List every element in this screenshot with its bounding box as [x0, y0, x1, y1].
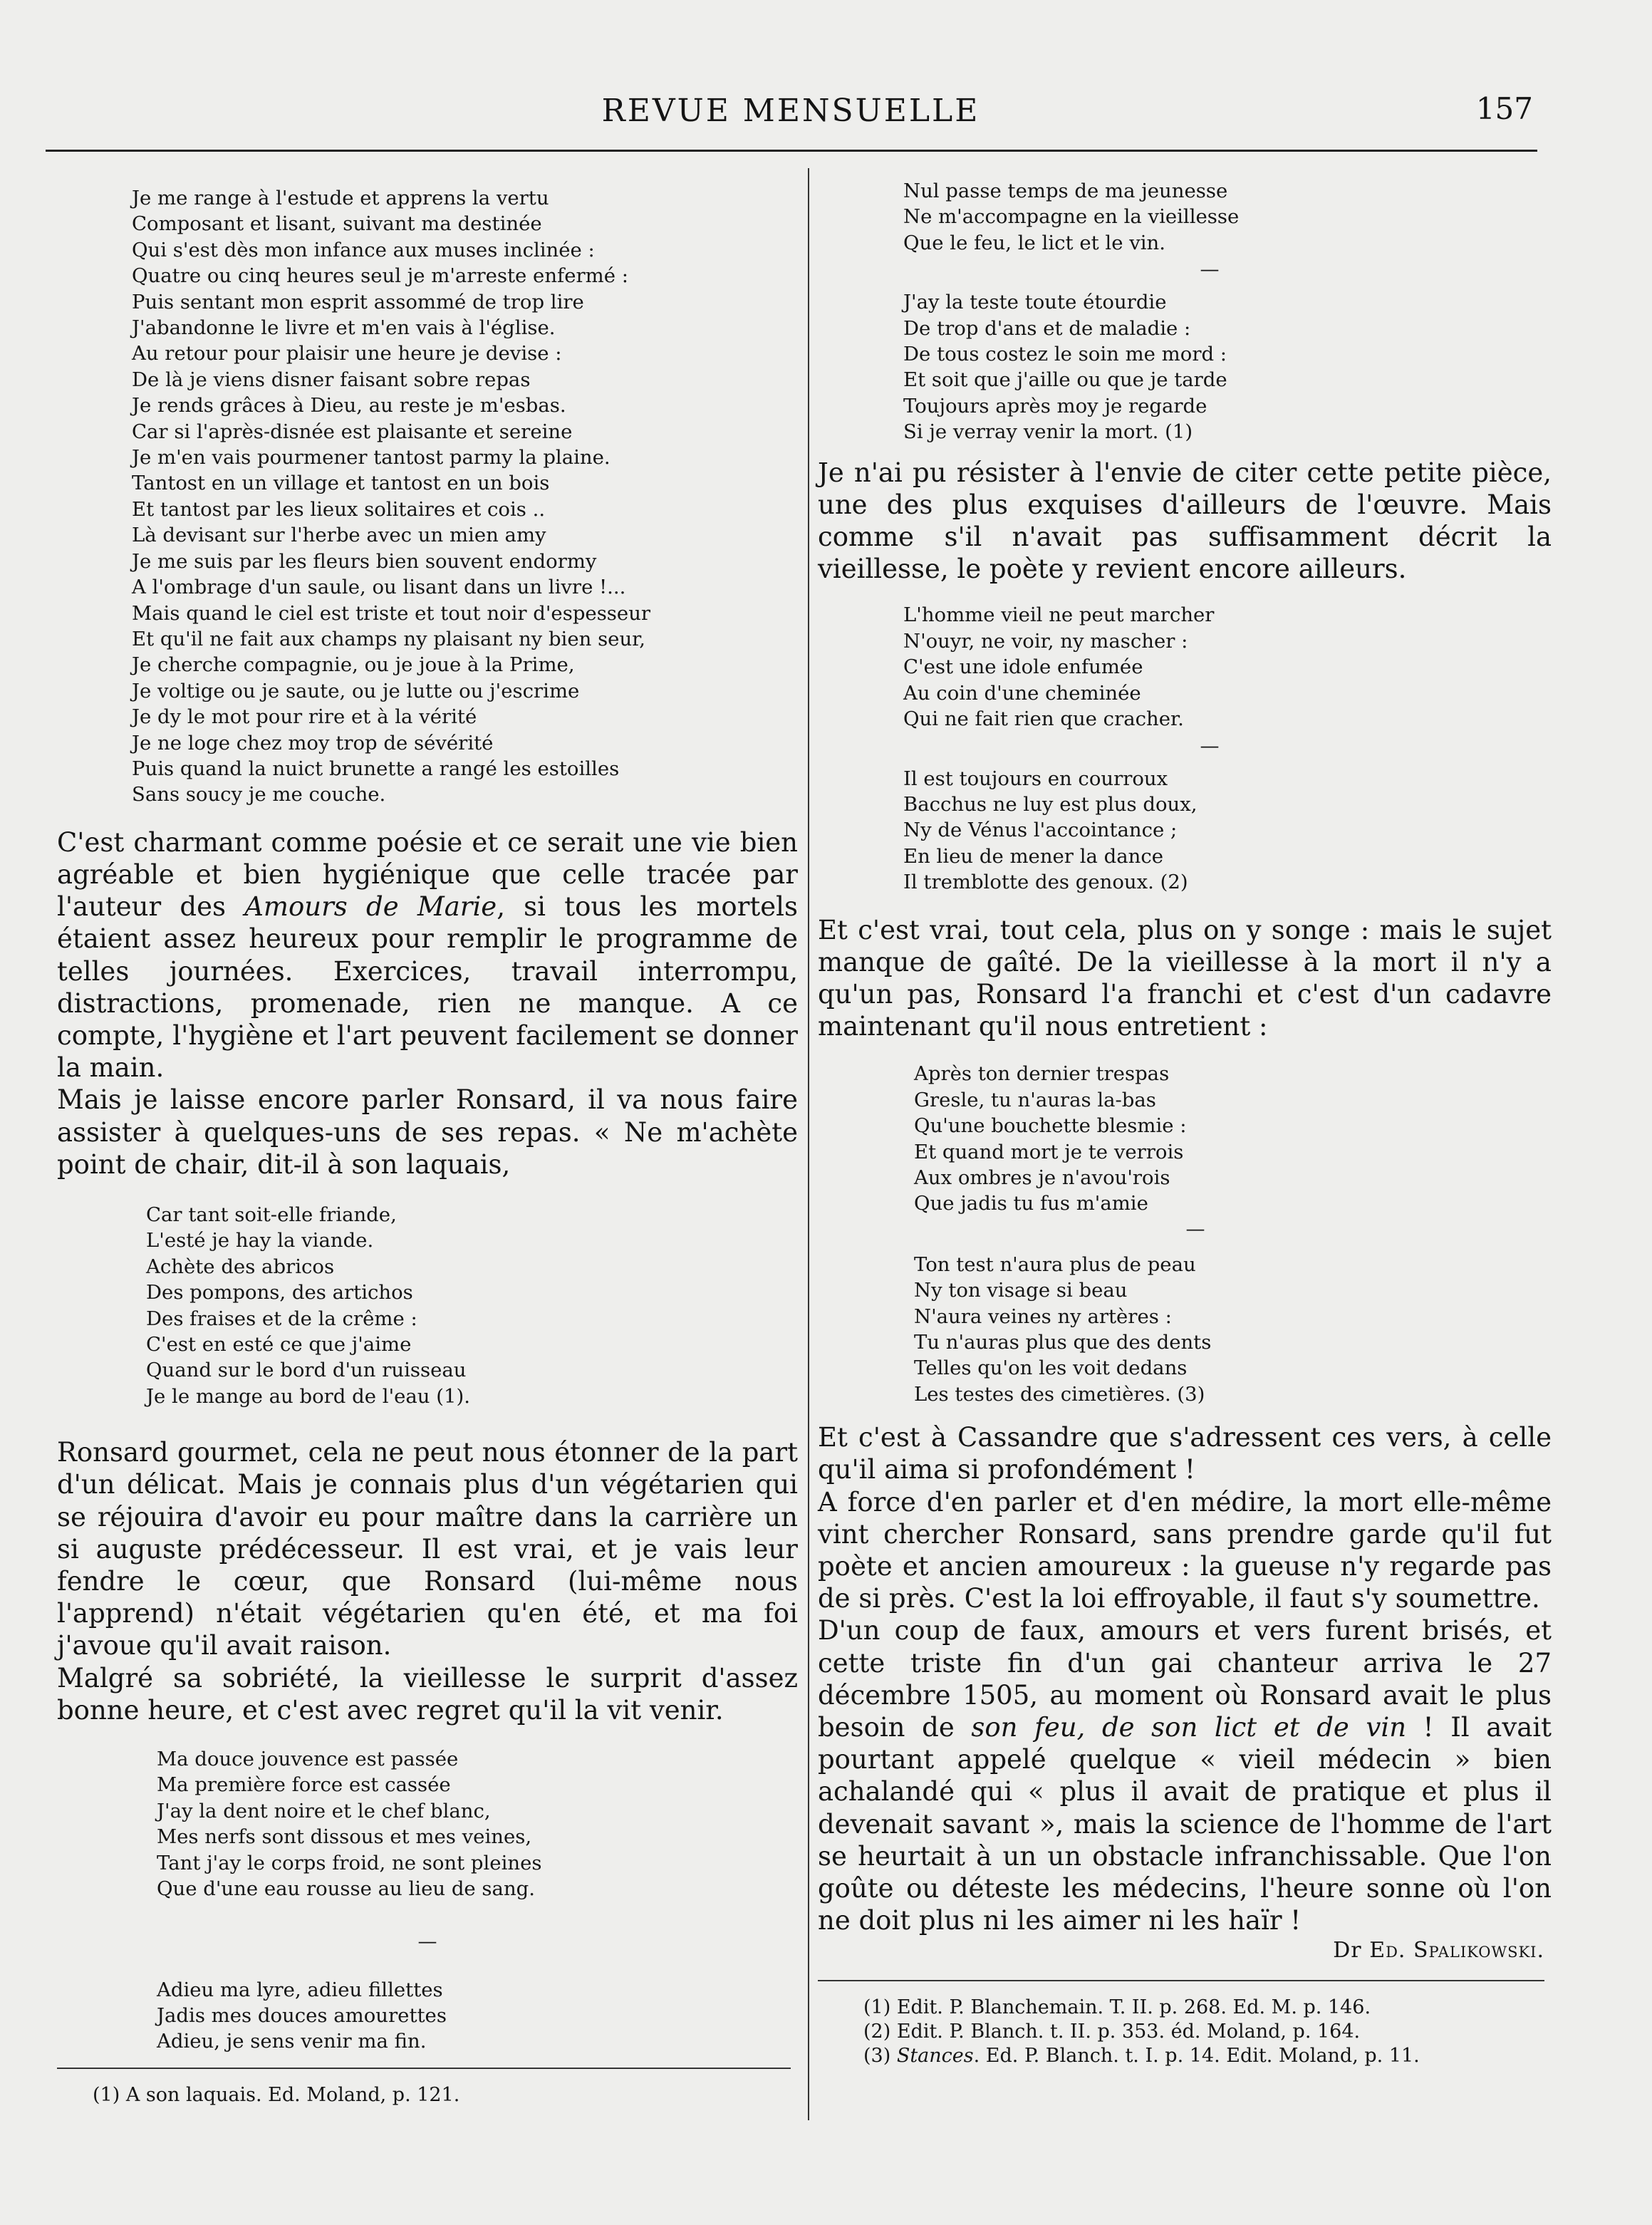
verse-line: Qui s'est dès mon infance aux muses inclinée :	[132, 238, 595, 261]
verse-line: Et tantost par les lieux solitaires et cois ..	[132, 497, 546, 521]
poem-teste-etourdie	[903, 289, 1552, 445]
italic-title: Amours de Marie	[244, 891, 497, 923]
footnote-item: (1) Edit. P. Blanchemain. T. II. p. 268. Ed. M. p. 146.	[863, 1996, 1371, 2019]
verse-line: Qu'une bouchette blesmie :	[914, 1114, 1187, 1138]
poem-laquais	[146, 1202, 798, 1409]
verse-line: Qui ne fait rien que cracher.	[903, 707, 1184, 731]
verse-line: Et soit que j'aille ou que je tarde	[903, 368, 1227, 392]
verse-line: De trop d'ans et de maladie :	[903, 316, 1191, 340]
verse-line: Ton test n'aura plus de peau	[914, 1252, 1196, 1276]
verse-line: Quatre ou cinq heures seul je m'arreste enfermé :	[132, 264, 628, 288]
signature-title: Dr	[1333, 1938, 1362, 1964]
paragraph-charmant	[57, 826, 798, 1084]
verse-line: Jadis mes douces amourettes	[157, 2003, 447, 2027]
header-rule	[46, 150, 1537, 152]
verse-line: Adieu, je sens venir ma fin.	[157, 2030, 427, 2053]
verse-line: Après ton dernier trespas	[914, 1062, 1170, 1086]
verse-line: Bacchus ne luy est plus doux,	[903, 792, 1198, 816]
poem-jouvence	[157, 1746, 798, 1902]
verse-line: Telles qu'on les voit dedans	[914, 1357, 1188, 1380]
verse-line: En lieu de mener la dance	[903, 844, 1164, 868]
verse-line: Je cherche compagnie, ou je joue à la Prime,	[132, 653, 575, 677]
verse-line: Ny ton visage si beau	[914, 1279, 1128, 1302]
verse-line: Au coin d'une cheminée	[903, 681, 1141, 705]
right-column	[818, 168, 1552, 2068]
verse-line: Je voltige ou je saute, ou je lutte ou j'escrime	[132, 679, 580, 702]
left-column	[57, 168, 798, 2107]
verse-line: Mais quand le ciel est triste et tout noir d'espesseur	[132, 601, 651, 625]
paragraph-force: A force d'en parler et d'en médire, la mort elle-même vint chercher Ronsard, sans prendre garde qu'il fut poète et ancien amoureux : la gueuse n'y regarde pas de si près. C'est la loi effroyable, il faut s'y soumettre.	[818, 1486, 1552, 1614]
verse-line: Tant j'ay le corps froid, ne sont pleines	[157, 1851, 542, 1874]
verse-line: A l'ombrage d'un saule, ou lisant dans un livre !...	[132, 576, 626, 599]
verse-line: J'ay la teste toute étourdie	[903, 291, 1167, 314]
italic-quote: son feu, de son lict et de vin	[971, 1712, 1407, 1743]
running-title: REVUE MENSUELLE	[601, 93, 980, 129]
page-number: 157	[1475, 91, 1533, 126]
verse-line: Je ne loge chez moy trop de sévérité	[132, 731, 494, 754]
verse-line: Que jadis tu fus m'amie	[914, 1192, 1148, 1215]
verse-line: Je me range à l'estude et apprens la vertu	[132, 187, 549, 209]
verse-line: J'ay la dent noire et le chef blanc,	[157, 1799, 491, 1822]
stanza-separator: —	[1200, 735, 1220, 757]
verse-line: Je me suis par les fleurs bien souvent endormy	[132, 549, 597, 573]
footnotes-right	[863, 1996, 1552, 2068]
verse-line: Que d'une eau rousse au lieu de sang.	[157, 1877, 535, 1901]
paragraph-coup-de-faux	[818, 1614, 1552, 1936]
verse-line: Ma première force est cassée	[157, 1773, 451, 1797]
page-header	[46, 84, 1536, 141]
author-signature	[818, 1938, 1552, 1963]
verse-line: Au retour pour plaisir une heure je devise :	[132, 342, 562, 365]
verse-line: Et quand mort je te verrois	[914, 1140, 1184, 1163]
footnote-italic: Stances	[896, 2045, 974, 2068]
verse-line: Car tant soit-elle friande,	[146, 1203, 397, 1226]
verse-line: Ny de Vénus l'accointance ;	[903, 819, 1178, 842]
verse-line: Je rends grâces à Dieu, au reste je m'esbas.	[132, 394, 566, 417]
verse-line: Les testes des cimetières. (3)	[914, 1382, 1205, 1406]
paragraph-gourmet: Ronsard gourmet, cela ne peut nous étonner de la part d'un délicat. Mais je connais plus d'un végétarien qui se réjouira d'avoir eu pour maître dans la carrière un si auguste prédécesseur. Il est vrai, et je vais leur fendre le cœur, que Ronsard (lui-même nous l'apprend) n'était végétarien qu'en été, et ma foi j'avoue qu'il avait raison.	[57, 1437, 798, 1661]
poem-daily-routine	[132, 185, 798, 808]
poem-trespas	[914, 1061, 1552, 1216]
column-divider	[808, 168, 809, 2120]
verse-line: Puis quand la nuict brunette a rangé les estoilles	[132, 757, 620, 780]
verse-line: Des pompons, des artichos	[146, 1281, 413, 1305]
paragraph-repas: Mais je laisse encore parler Ronsard, il va nous faire assister à quelques-uns de ses repas. « Ne m'achète point de chair, dit-il à son laquais,	[57, 1084, 798, 1180]
verse-line: Il est toujours en courroux	[903, 767, 1168, 790]
verse-line: N'aura veines ny artères :	[914, 1305, 1172, 1328]
verse-line: Achète des abricos	[146, 1255, 335, 1278]
verse-line: N'ouyr, ne voir, ny mascher :	[903, 629, 1188, 653]
verse-line: Car si l'après-disnée est plaisante et sereine	[132, 420, 573, 443]
poem-courroux	[903, 766, 1552, 896]
signature-name: Ed. Spalikowski.	[1369, 1938, 1544, 1964]
verse-line: J'abandonne le livre et m'en vais à l'église.	[132, 316, 556, 340]
verse-line: Puis sentant mon esprit assommé de trop lire	[132, 290, 584, 313]
verse-line: L'esté je hay la viande.	[146, 1229, 374, 1252]
verse-line: Ne m'accompagne en la vieillesse	[903, 205, 1240, 229]
stanza-separator: —	[1200, 259, 1220, 281]
verse-line: De tous costez le soin me mord :	[903, 343, 1227, 366]
verse-line: Adieu ma lyre, adieu fillettes	[157, 1978, 443, 2001]
verse-line: Nul passe temps de ma jeunesse	[903, 180, 1228, 202]
footnote-rule	[57, 2068, 791, 2069]
paragraph-text: , si tous les mortels étaient assez heureux pour remplir le programme de telles journées. Exercices, travail interrompu, distractions, promenade, rien ne manque. A ce compte, l'hygiène et l'art peuvent facilement se donner la main.	[57, 891, 798, 1084]
verse-line: Que le feu, le lict et le vin.	[903, 231, 1165, 254]
verse-line: Tantost en un village et tantost en un bois	[132, 472, 550, 495]
verse-line: Si je verray venir la mort. (1)	[903, 420, 1193, 444]
footnote-left: (1) A son laquais. Ed. Moland, p. 121.	[93, 2083, 460, 2106]
footnote-number: (3)	[863, 2045, 897, 2068]
verse-line: Il tremblotte des genoux. (2)	[903, 871, 1188, 894]
poem-homme-vieil	[903, 602, 1552, 732]
verse-line: C'est une idole enfumée	[903, 655, 1143, 679]
verse-line: Toujours après moy je regarde	[903, 394, 1207, 417]
verse-line: Quand sur le bord d'un ruisseau	[146, 1359, 467, 1382]
verse-line: Gresle, tu n'auras la-bas	[914, 1088, 1156, 1111]
footnote-item	[863, 2044, 1552, 2068]
footnote-rule	[818, 1980, 1544, 1981]
paragraph-vieillesse: Malgré sa sobriété, la vieillesse le surprit d'assez bonne heure, et c'est avec regret qu'il la vit venir.	[57, 1662, 798, 1726]
paragraph-text: ! Il avait pourtant appelé quelque « vieil médecin » bien achalandé qui « plus il avait de pratique et plus il devenait savant », mais la science de l'homme de l'art se heurtait à un un obstacle infranchissable. Que l'on goûte ou déteste les médecins, l'heure sonne où l'on ne doit plus ni les aimer ni les haïr !	[818, 1712, 1552, 1936]
paragraph-petite-piece: Je n'ai pu résister à l'envie de citer cette petite pièce, une des plus exquises d'ailleurs de l'œuvre. Mais comme s'il n'avait pas suffisamment décrit la vieillesse, le poète y revient encore ailleurs.	[818, 457, 1552, 585]
poem-continuation	[903, 178, 1552, 256]
verse-line: Je dy le mot pour rire et à la vérité	[132, 705, 477, 729]
footnote-item: (2) Edit. P. Blanch. t. II. p. 353. éd. Moland, p. 164.	[863, 2021, 1361, 2043]
paragraph-cassandre: Et c'est à Cassandre que s'adressent ces vers, à celle qu'il aima si profondément !	[818, 1422, 1552, 1485]
verse-line: Ma douce jouvence est passée	[157, 1748, 459, 1771]
verse-line: Tu n'auras plus que des dents	[914, 1331, 1212, 1354]
verse-line: Sans soucy je me couche.	[132, 783, 386, 807]
poem-adieu	[157, 1977, 798, 2055]
verse-line: Mes nerfs sont dissous et mes veines,	[157, 1825, 532, 1849]
verse-line: De là je viens disner faisant sobre repas	[132, 368, 531, 391]
verse-line: Là devisant sur l'herbe avec un mien amy	[132, 524, 546, 547]
paragraph-text: D'un coup de faux, amours et vers furent brisés, et cette triste fin d'un gai chanteur arriva le 27 décembre 1505, au moment où Ronsard avait le plus besoin de	[818, 1615, 1552, 1743]
poem-test-peau	[914, 1252, 1552, 1407]
paragraph-text: C'est charmant comme poésie et ce serait une vie bien agréable et bien hygiénique que celle tracée par l'auteur des	[57, 826, 798, 923]
verse-line: Et qu'il ne fait aux champs ny plaisant ny bien seur,	[132, 627, 646, 650]
verse-line: Je le mange au bord de l'eau (1).	[146, 1384, 470, 1408]
paragraph-vrai: Et c'est vrai, tout cela, plus on y songe : mais le sujet manque de gaîté. De la vieillesse à la mort il n'y a qu'un pas, Ronsard l'a franchi et c'est d'un cadavre maintenant qu'il nous entretient :	[818, 914, 1552, 1042]
verse-line: C'est en esté ce que j'aime	[146, 1333, 412, 1357]
stanza-separator: —	[1185, 1218, 1205, 1240]
footnote-text: . Ed. P. Blanch. t. I. p. 14. Edit. Moland, p. 11.	[973, 2045, 1420, 2068]
verse-line: Composant et lisant, suivant ma destinée	[132, 212, 542, 236]
verse-line: Aux ombres je n'avou'rois	[914, 1166, 1170, 1189]
verse-line: Des fraises et de la crême :	[146, 1307, 417, 1330]
verse-line: Je m'en vais pourmener tantost parmy la plaine.	[132, 446, 611, 470]
stanza-separator: —	[417, 1930, 437, 1953]
verse-line: L'homme vieil ne peut marcher	[903, 603, 1215, 627]
